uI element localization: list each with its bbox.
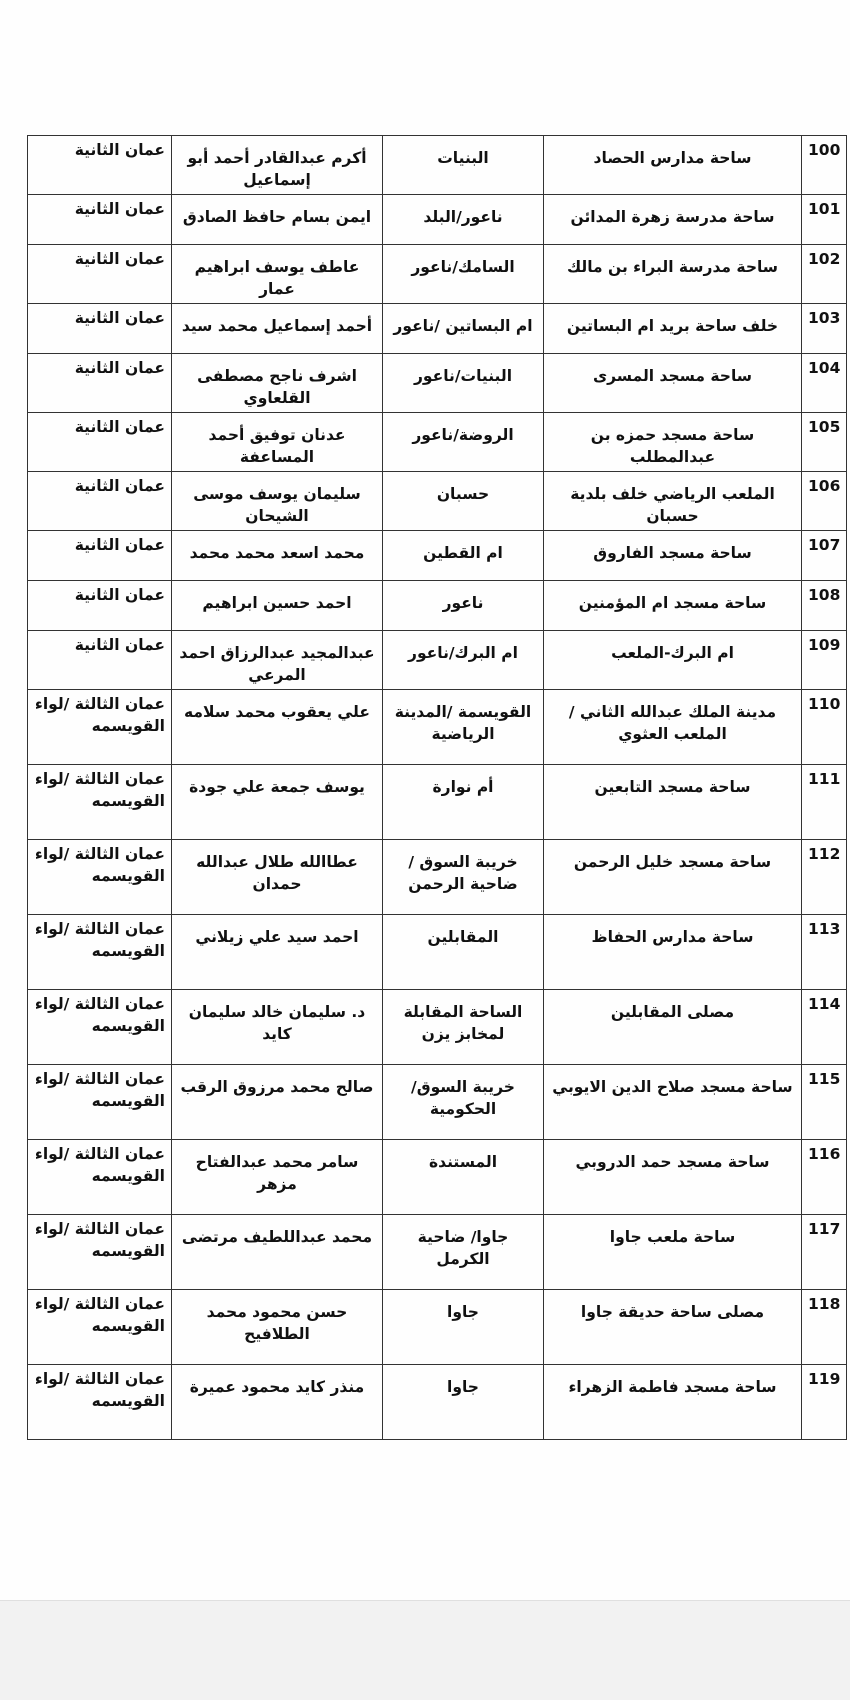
table-row xyxy=(28,136,847,195)
row-number-text: 114 xyxy=(808,995,841,1013)
responsible-name-text: ايمن بسام حافظ الصادق xyxy=(182,208,372,226)
location-cell xyxy=(383,354,544,413)
row-number-text: 105 xyxy=(808,418,841,436)
responsible-name-cell xyxy=(172,631,383,690)
location-cell xyxy=(383,1215,544,1290)
area-text: عمان الثالثة /لواء القويسمه xyxy=(34,995,165,1035)
site-text: ساحة مدارس الحفاظ xyxy=(591,928,754,946)
table-row xyxy=(28,245,847,304)
location-cell xyxy=(383,195,544,245)
area-text: عمان الثالثة /لواء القويسمه xyxy=(34,770,165,810)
area-text: عمان الثالثة /لواء القويسمه xyxy=(34,1295,165,1335)
table-row xyxy=(28,413,847,472)
site-text: ساحة مسجد فاطمة الزهراء xyxy=(568,1378,777,1396)
row-number-text: 102 xyxy=(808,250,841,268)
area-cell xyxy=(28,631,172,690)
site-text: خلف ساحة بريد ام البساتين xyxy=(566,317,779,335)
row-number-cell xyxy=(802,245,847,304)
area-text: عمان الثانية xyxy=(74,250,165,268)
site-text: ساحة مسجد صلاح الدين الايوبي xyxy=(552,1078,793,1096)
responsible-name-cell xyxy=(172,1365,383,1440)
location-text: ناعور/البلد xyxy=(423,208,503,226)
responsible-name-text: عطاالله طلال عبدالله حمدان xyxy=(196,853,358,893)
site-text: ساحة مسجد خليل الرحمن xyxy=(573,853,772,871)
row-number-text: 112 xyxy=(808,845,841,863)
table-row xyxy=(28,354,847,413)
responsible-name-cell xyxy=(172,690,383,765)
table-row xyxy=(28,840,847,915)
row-number-text: 118 xyxy=(808,1295,841,1313)
row-number-cell xyxy=(802,915,847,990)
responsible-name-cell xyxy=(172,354,383,413)
site-cell xyxy=(544,840,802,915)
location-text: جاوا/ ضاحية الكرمل xyxy=(417,1228,509,1268)
area-cell xyxy=(28,581,172,631)
responsible-name-text: احمد حسين ابراهيم xyxy=(202,594,352,612)
location-text: أم نوارة xyxy=(432,778,494,796)
site-text: مصلى المقابلين xyxy=(610,1003,735,1021)
responsible-name-text: أكرم عبدالقادر أحمد أبو إسماعيل xyxy=(187,149,367,189)
site-cell xyxy=(544,765,802,840)
row-number-cell xyxy=(802,1365,847,1440)
site-cell xyxy=(544,472,802,531)
responsible-name-text: محمد اسعد محمد محمد xyxy=(189,544,365,562)
row-number-cell xyxy=(802,472,847,531)
site-cell xyxy=(544,1290,802,1365)
site-cell xyxy=(544,990,802,1065)
responsible-name-cell xyxy=(172,195,383,245)
location-text: خريبة السوق/ الحكومية xyxy=(411,1078,515,1118)
row-number-text: 116 xyxy=(808,1145,841,1163)
area-text: عمان الثانية xyxy=(74,418,165,436)
responsible-name-cell xyxy=(172,413,383,472)
row-number-cell xyxy=(802,413,847,472)
location-text: المستندة xyxy=(428,1153,498,1171)
site-cell xyxy=(544,915,802,990)
location-cell xyxy=(383,631,544,690)
responsible-name-text: عبدالمجيد عبدالرزاق احمد المرعي xyxy=(179,644,375,684)
responsible-name-text: سليمان يوسف موسى الشيحان xyxy=(193,485,361,525)
responsible-name-cell xyxy=(172,136,383,195)
site-cell xyxy=(544,1215,802,1290)
site-cell xyxy=(544,1140,802,1215)
area-text: عمان الثانية xyxy=(74,141,165,159)
site-cell xyxy=(544,413,802,472)
table-row xyxy=(28,690,847,765)
site-cell xyxy=(544,1365,802,1440)
table-row xyxy=(28,581,847,631)
site-text: ساحة مسجد ام المؤمنين xyxy=(578,594,767,612)
area-text: عمان الثالثة /لواء القويسمه xyxy=(34,845,165,885)
location-cell xyxy=(383,840,544,915)
area-text: عمان الثانية xyxy=(74,636,165,654)
area-cell xyxy=(28,990,172,1065)
area-cell xyxy=(28,136,172,195)
responsible-name-text: أحمد إسماعيل محمد سيد xyxy=(181,317,373,335)
location-cell xyxy=(383,1065,544,1140)
site-text: الملعب الرياضي خلف بلدية حسبان xyxy=(570,485,775,525)
area-text: عمان الثالثة /لواء القويسمه xyxy=(34,920,165,960)
location-cell xyxy=(383,1140,544,1215)
site-cell xyxy=(544,136,802,195)
area-text: عمان الثالثة /لواء القويسمه xyxy=(34,1220,165,1260)
site-text: ساحة مسجد التابعين xyxy=(594,778,751,796)
table-row xyxy=(28,304,847,354)
site-cell xyxy=(544,195,802,245)
area-text: عمان الثالثة /لواء القويسمه xyxy=(34,1070,165,1110)
row-number-text: 104 xyxy=(808,359,841,377)
area-text: عمان الثانية xyxy=(74,200,165,218)
row-number-text: 101 xyxy=(808,200,841,218)
responsible-name-cell xyxy=(172,1290,383,1365)
area-text: عمان الثانية xyxy=(74,359,165,377)
row-number-text: 111 xyxy=(808,770,841,788)
location-cell xyxy=(383,915,544,990)
area-cell xyxy=(28,354,172,413)
site-text: ساحة ملعب جاوا xyxy=(609,1228,736,1246)
area-cell xyxy=(28,765,172,840)
responsible-name-cell xyxy=(172,990,383,1065)
responsible-name-cell xyxy=(172,581,383,631)
responsible-name-cell xyxy=(172,472,383,531)
row-number-cell xyxy=(802,690,847,765)
area-cell xyxy=(28,531,172,581)
table-body xyxy=(28,136,847,1440)
site-cell xyxy=(544,581,802,631)
responsible-name-cell xyxy=(172,1065,383,1140)
site-text: ساحة مدرسة البراء بن مالك xyxy=(566,258,779,276)
row-number-cell xyxy=(802,136,847,195)
location-text: الساحة المقابلة لمخابز يزن xyxy=(403,1003,523,1043)
location-cell xyxy=(383,990,544,1065)
row-number-cell xyxy=(802,304,847,354)
location-cell xyxy=(383,765,544,840)
responsible-name-text: علي يعقوب محمد سلامه xyxy=(184,703,370,721)
row-number-cell xyxy=(802,581,847,631)
location-text: جاوا xyxy=(447,1378,479,1396)
page-bottom-band xyxy=(0,1600,850,1700)
row-number-cell xyxy=(802,354,847,413)
table-row xyxy=(28,531,847,581)
responsible-name-text: عاطف يوسف ابراهيم عمار xyxy=(194,258,360,298)
row-number-cell xyxy=(802,840,847,915)
row-number-text: 103 xyxy=(808,309,841,327)
responsible-name-text: اشرف ناجح مصطفى القلعاوي xyxy=(197,367,357,407)
location-cell xyxy=(383,1365,544,1440)
site-text: ساحة مدارس الحصاد xyxy=(593,149,752,167)
site-text: ساحة مدرسة زهرة المدائن xyxy=(570,208,775,226)
responsible-name-text: عدنان توفيق أحمد المساعفة xyxy=(208,426,346,466)
area-cell xyxy=(28,915,172,990)
location-text: البنيات xyxy=(437,149,489,167)
responsible-name-cell xyxy=(172,245,383,304)
area-cell xyxy=(28,690,172,765)
location-cell xyxy=(383,581,544,631)
location-cell xyxy=(383,472,544,531)
site-text: مدينة الملك عبدالله الثاني / الملعب العثوي xyxy=(568,703,777,743)
location-cell xyxy=(383,531,544,581)
area-text: عمان الثانية xyxy=(74,586,165,604)
location-text: جاوا xyxy=(447,1303,479,1321)
area-cell xyxy=(28,1290,172,1365)
row-number-text: 110 xyxy=(808,695,841,713)
row-number-text: 109 xyxy=(808,636,841,654)
responsible-name-cell xyxy=(172,1140,383,1215)
row-number-cell xyxy=(802,990,847,1065)
row-number-text: 100 xyxy=(808,141,841,159)
responsible-name-cell xyxy=(172,765,383,840)
location-text: خريبة السوق / ضاحية الرحمن xyxy=(408,853,518,893)
table-row xyxy=(28,472,847,531)
responsible-name-text: يوسف جمعة علي جودة xyxy=(189,778,365,796)
row-number-cell xyxy=(802,1065,847,1140)
responsible-name-text: د. سليمان خالد سليمان كايد xyxy=(188,1003,366,1043)
row-number-cell xyxy=(802,765,847,840)
table-row xyxy=(28,765,847,840)
location-text: ناعور xyxy=(442,594,484,612)
responsible-name-text: منذر كايد محمود عميرة xyxy=(189,1378,365,1396)
row-number-text: 119 xyxy=(808,1370,841,1388)
row-number-text: 117 xyxy=(808,1220,841,1238)
area-text: عمان الثالثة /لواء القويسمه xyxy=(34,695,165,735)
area-cell xyxy=(28,1215,172,1290)
location-cell xyxy=(383,304,544,354)
site-cell xyxy=(544,690,802,765)
area-cell xyxy=(28,1065,172,1140)
area-text: عمان الثالثة /لواء القويسمه xyxy=(34,1145,165,1185)
area-cell xyxy=(28,245,172,304)
location-text: ام البساتين /ناعور xyxy=(393,317,533,335)
table-row xyxy=(28,1290,847,1365)
row-number-text: 115 xyxy=(808,1070,841,1088)
site-cell xyxy=(544,1065,802,1140)
table-row xyxy=(28,631,847,690)
responsible-name-cell xyxy=(172,915,383,990)
row-number-cell xyxy=(802,195,847,245)
area-text: عمان الثانية xyxy=(74,477,165,495)
responsible-name-cell xyxy=(172,304,383,354)
table-row xyxy=(28,1065,847,1140)
row-number-text: 113 xyxy=(808,920,841,938)
site-cell xyxy=(544,631,802,690)
site-cell xyxy=(544,245,802,304)
location-cell xyxy=(383,413,544,472)
responsible-name-text: محمد عبداللطيف مرتضى xyxy=(181,1228,373,1246)
area-cell xyxy=(28,1140,172,1215)
responsible-name-text: احمد سيد علي زيلاني xyxy=(195,928,359,946)
site-text: مصلى ساحة حديقة جاوا xyxy=(580,1303,765,1321)
row-number-cell xyxy=(802,631,847,690)
site-text: ساحة مسجد الفاروق xyxy=(593,544,752,562)
area-cell xyxy=(28,195,172,245)
location-text: القويسمة /المدينة الرياضية xyxy=(394,703,532,743)
site-cell xyxy=(544,354,802,413)
area-cell xyxy=(28,1365,172,1440)
table-row xyxy=(28,990,847,1065)
area-cell xyxy=(28,840,172,915)
row-number-cell xyxy=(802,1215,847,1290)
location-text: الروضة/ناعور xyxy=(412,426,514,444)
table-row xyxy=(28,1215,847,1290)
row-number-cell xyxy=(802,1140,847,1215)
site-text: ام البرك-الملعب xyxy=(611,644,734,662)
location-cell xyxy=(383,690,544,765)
responsible-name-cell xyxy=(172,1215,383,1290)
site-cell xyxy=(544,531,802,581)
location-text: حسبان xyxy=(436,485,490,503)
responsible-name-cell xyxy=(172,840,383,915)
site-text: ساحة مسجد المسرى xyxy=(592,367,753,385)
responsible-name-cell xyxy=(172,531,383,581)
row-number-text: 106 xyxy=(808,477,841,495)
location-text: السامك/ناعور xyxy=(411,258,515,276)
table-row xyxy=(28,195,847,245)
row-number-text: 108 xyxy=(808,586,841,604)
location-text: المقابلين xyxy=(427,928,499,946)
table-row xyxy=(28,1140,847,1215)
area-text: عمان الثانية xyxy=(74,536,165,554)
location-text: ام البرك/ناعور xyxy=(408,644,518,662)
row-number-cell xyxy=(802,1290,847,1365)
area-text: عمان الثانية xyxy=(74,309,165,327)
site-text: ساحة مسجد حمد الدروبي xyxy=(575,1153,770,1171)
site-text: ساحة مسجد حمزه بن عبدالمطلب xyxy=(590,426,755,466)
row-number-text: 107 xyxy=(808,536,841,554)
location-text: البنيات/ناعور xyxy=(413,367,513,385)
location-cell xyxy=(383,136,544,195)
responsible-name-text: سامر محمد عبدالفتاح مزهر xyxy=(195,1153,359,1193)
location-cell xyxy=(383,1290,544,1365)
responsible-name-text: صالح محمد مرزوق الرقب xyxy=(180,1078,374,1096)
responsible-name-text: حسن محمود محمد الطلافيح xyxy=(206,1303,348,1343)
area-cell xyxy=(28,304,172,354)
site-cell xyxy=(544,304,802,354)
location-text: ام القطين xyxy=(423,544,503,562)
area-cell xyxy=(28,413,172,472)
prayer-sites-table xyxy=(27,135,847,1440)
area-text: عمان الثالثة /لواء القويسمه xyxy=(34,1370,165,1410)
row-number-cell xyxy=(802,531,847,581)
table-row xyxy=(28,1365,847,1440)
location-cell xyxy=(383,245,544,304)
area-cell xyxy=(28,472,172,531)
table-row xyxy=(28,915,847,990)
